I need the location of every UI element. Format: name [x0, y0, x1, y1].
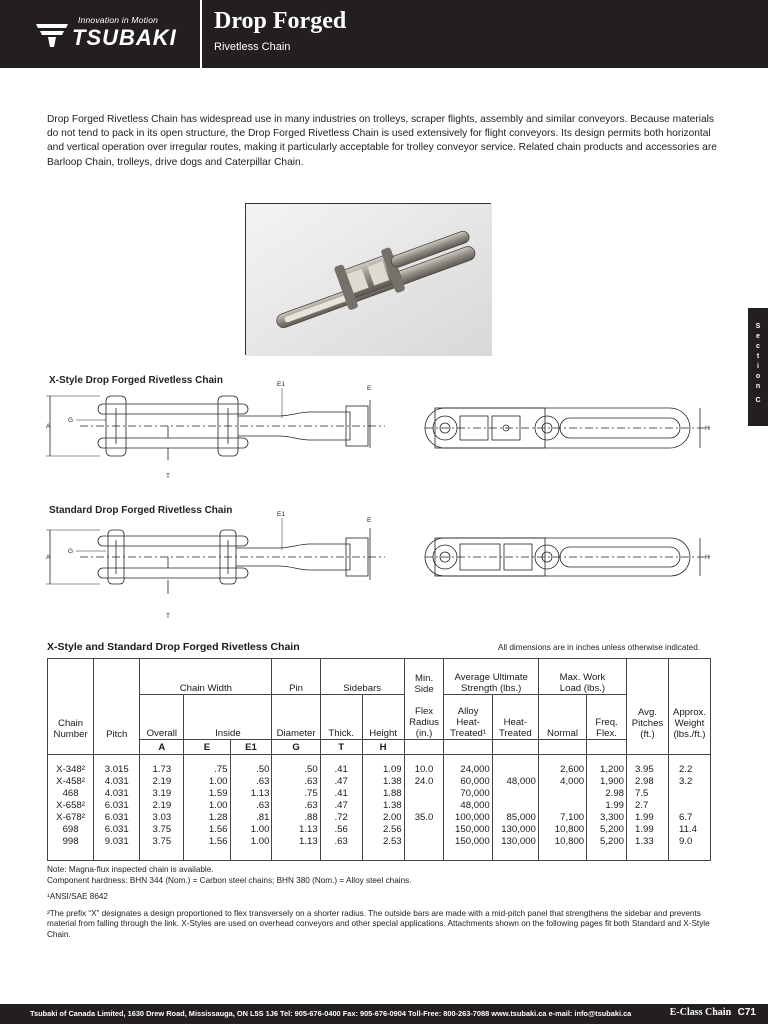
tsubaki-mark-icon — [34, 22, 70, 48]
dim-label-a: A — [46, 554, 51, 561]
header-chain-number: Chain Number — [48, 659, 94, 740]
dim-label-e: E — [367, 385, 372, 392]
letter-g: G — [272, 740, 320, 755]
dim-label-e: E — [367, 517, 372, 524]
letter-a: A — [140, 740, 184, 755]
section-tab-letter: t — [756, 353, 760, 360]
letter-cell — [444, 740, 492, 755]
letter-h: H — [362, 740, 404, 755]
section-tab — [748, 308, 768, 426]
chain-photo — [245, 203, 491, 355]
header-pitch: Pitch — [94, 659, 140, 740]
col-pin: .50 .63 .75 .63 .88 1.13 1.13 — [272, 755, 320, 861]
col-alloy: 24,000 60,000 70,000 48,000 100,000 150,000 150,000 — [444, 755, 492, 861]
col-pitch: 3.015 4.031 4.031 6.031 6.031 6.031 9.031 — [94, 755, 140, 861]
logo-tagline: Innovation in Motion — [78, 15, 159, 25]
dim-label-h: H — [705, 554, 710, 561]
letter-cell — [48, 740, 94, 755]
dim-label-e1: E1 — [277, 381, 285, 388]
col-freq: 1,200 1,900 2.98 1.99 3,300 5,200 5,200 — [587, 755, 627, 861]
col-flex-radius: 10.0 24.0 35.0 — [404, 755, 444, 861]
section-tab-letter: C — [755, 397, 761, 404]
section-tab-letter: n — [755, 383, 761, 390]
header-max-work: Max. Work Load (lbs.) — [538, 659, 626, 695]
table-data-row — [48, 755, 711, 861]
header-height: Height — [362, 695, 404, 740]
header-heat: Heat- Treated — [492, 695, 538, 740]
table-title: X-Style and Standard Drop Forged Rivetless Chain — [47, 641, 300, 653]
intro-paragraph: Drop Forged Rivetless Chain has widespread use in many industries on trolleys, scraper flights, assembly and similar conveyors. Because materials do not tend to pack in its open structure, the Drop Forged Rivetless Chain is used extensively for flight conveyors. Its design permits both horizontal and vertical operation over irregular routes, making it particularly acceptable for trolley conveyor service. Related chain products and accessories are Barloop Chain, trolleys, drive dogs and Caterpillar Chain. — [47, 114, 717, 168]
tsubaki-logo — [30, 14, 180, 54]
header-min-side: Min. Side — [404, 659, 444, 695]
page-subtitle: Rivetless Chain — [214, 41, 291, 53]
letter-e1: E1 — [230, 740, 272, 755]
letter-cell — [627, 740, 669, 755]
header-avg-pitches: Avg. Pitches (ft.) — [627, 659, 669, 740]
dim-label-a: A — [46, 423, 51, 430]
letter-cell — [94, 740, 140, 755]
col-inside-e1: .50 .63 1.13 .63 .81 1.00 1.00 — [230, 755, 272, 861]
header-sidebars: Sidebars — [320, 659, 404, 695]
footer-section: E-Class Chain — [669, 1007, 732, 1018]
col-avg-pitches: 3.95 2.98 7.5 2.7 1.99 1.99 1.33 — [627, 755, 669, 861]
col-normal: 2,600 4,000 7,100 10,800 10,800 — [538, 755, 586, 861]
table-units-note: All dimensions are in inches unless otherwise indicated. — [498, 643, 701, 652]
header-weight: Approx. Weight (lbs./ft.) — [668, 659, 710, 740]
dim-label-t: T — [166, 613, 170, 620]
col-weight: 2.2 3.2 6.7 11.4 9.0 — [668, 755, 710, 861]
header-flex-radius: Flex Radius (in.) — [404, 695, 444, 740]
letter-t: T — [320, 740, 362, 755]
header-normal: Normal — [538, 695, 586, 740]
letter-cell — [668, 740, 710, 755]
col-chain-number: X-348² X-458² 468 X-658² X-678² 698 998 — [48, 755, 94, 861]
letter-cell — [404, 740, 444, 755]
page-header — [0, 0, 768, 68]
letter-e: E — [184, 740, 230, 755]
col-thick: .41 .47 .41 .47 .72 .56 .63 — [320, 755, 362, 861]
col-height: 1.09 1.38 1.88 1.38 2.00 2.56 2.53 — [362, 755, 404, 861]
section-tab-letter: o — [755, 373, 761, 380]
logo-wordmark: TSUBAKI — [72, 25, 177, 50]
header-thick: Thick. — [320, 695, 362, 740]
note-prefix-x: ²The prefix “X” designates a design proportioned to flex transversely on a shorter radius. The outside bars are made with a mid-pitch panel that strengthens the sidebar and prevents material from falling through the link. X-Styles are used on overhead conveyors and other special applications. Attachments shown on the following pages fit both Standard and X-Style Chain. — [47, 908, 710, 939]
header-overall: Overall — [140, 695, 184, 740]
header-alloy: Alloy Heat- Treated¹ — [444, 695, 492, 740]
page-title: Drop Forged — [214, 8, 347, 34]
letter-cell — [587, 740, 627, 755]
section-tab-letter: e — [756, 333, 760, 340]
col-inside-e: .75 1.00 1.59 1.00 1.28 1.56 1.56 — [184, 755, 230, 861]
section-tab-letter: c — [756, 343, 760, 350]
header-inside: Inside — [184, 695, 272, 740]
footer-page-number: C71 — [737, 1007, 756, 1018]
standard-chain-drawing — [40, 508, 720, 624]
table-notes — [47, 865, 727, 943]
letter-cell — [538, 740, 586, 755]
header-diameter: Diameter — [272, 695, 320, 740]
dim-label-t: T — [166, 473, 170, 480]
letter-cell — [492, 740, 538, 755]
footer-address: Tsubaki of Canada Limited, 1630 Drew Road, Mississauga, ON L5S 1J6 Tel: 905-676-0400 Fax: 905-676-0904 Toll-Free: 800-263-7088 www.tsubaki.ca e-mail: info@tsubaki.ca — [30, 1009, 632, 1018]
x-style-diagram-title: X-Style Drop Forged Rivetless Chain — [49, 375, 223, 386]
section-tab-letter: i — [757, 363, 759, 370]
dim-label-g: G — [68, 548, 74, 555]
footer-page-info — [670, 1007, 756, 1018]
header-pin: Pin — [272, 659, 320, 695]
section-tab-letter: S — [755, 323, 761, 330]
note-magnaflux: Note: Magna-flux inspected chain is available. — [47, 865, 214, 874]
spec-table — [47, 658, 711, 861]
x-style-chain-drawing — [40, 378, 720, 490]
dim-label-g: G — [68, 417, 74, 424]
note-ansi: ¹ANSI/SAE 8642 — [47, 892, 108, 901]
col-heat: 48,000 85,000 130,000 130,000 — [492, 755, 538, 861]
header-freq: Freq. Flex. — [587, 695, 627, 740]
note-hardness: Component hardness: BHN 344 (Nom.) = Carbon steel chains; BHN 380 (Nom.) = Alloy steel chains. — [47, 875, 412, 885]
col-overall: 1.73 2.19 3.19 2.19 3.03 3.75 3.75 — [140, 755, 184, 861]
header-divider — [200, 0, 202, 68]
dim-label-e1: E1 — [277, 511, 285, 518]
standard-diagram-title: Standard Drop Forged Rivetless Chain — [49, 505, 233, 516]
header-avg-ultimate: Average Ultimate Strength (lbs.) — [444, 659, 538, 695]
page-footer — [0, 1004, 768, 1024]
dim-label-h: H — [705, 425, 710, 432]
header-chain-width: Chain Width — [140, 659, 272, 695]
chain-photo-illustration — [246, 204, 492, 356]
